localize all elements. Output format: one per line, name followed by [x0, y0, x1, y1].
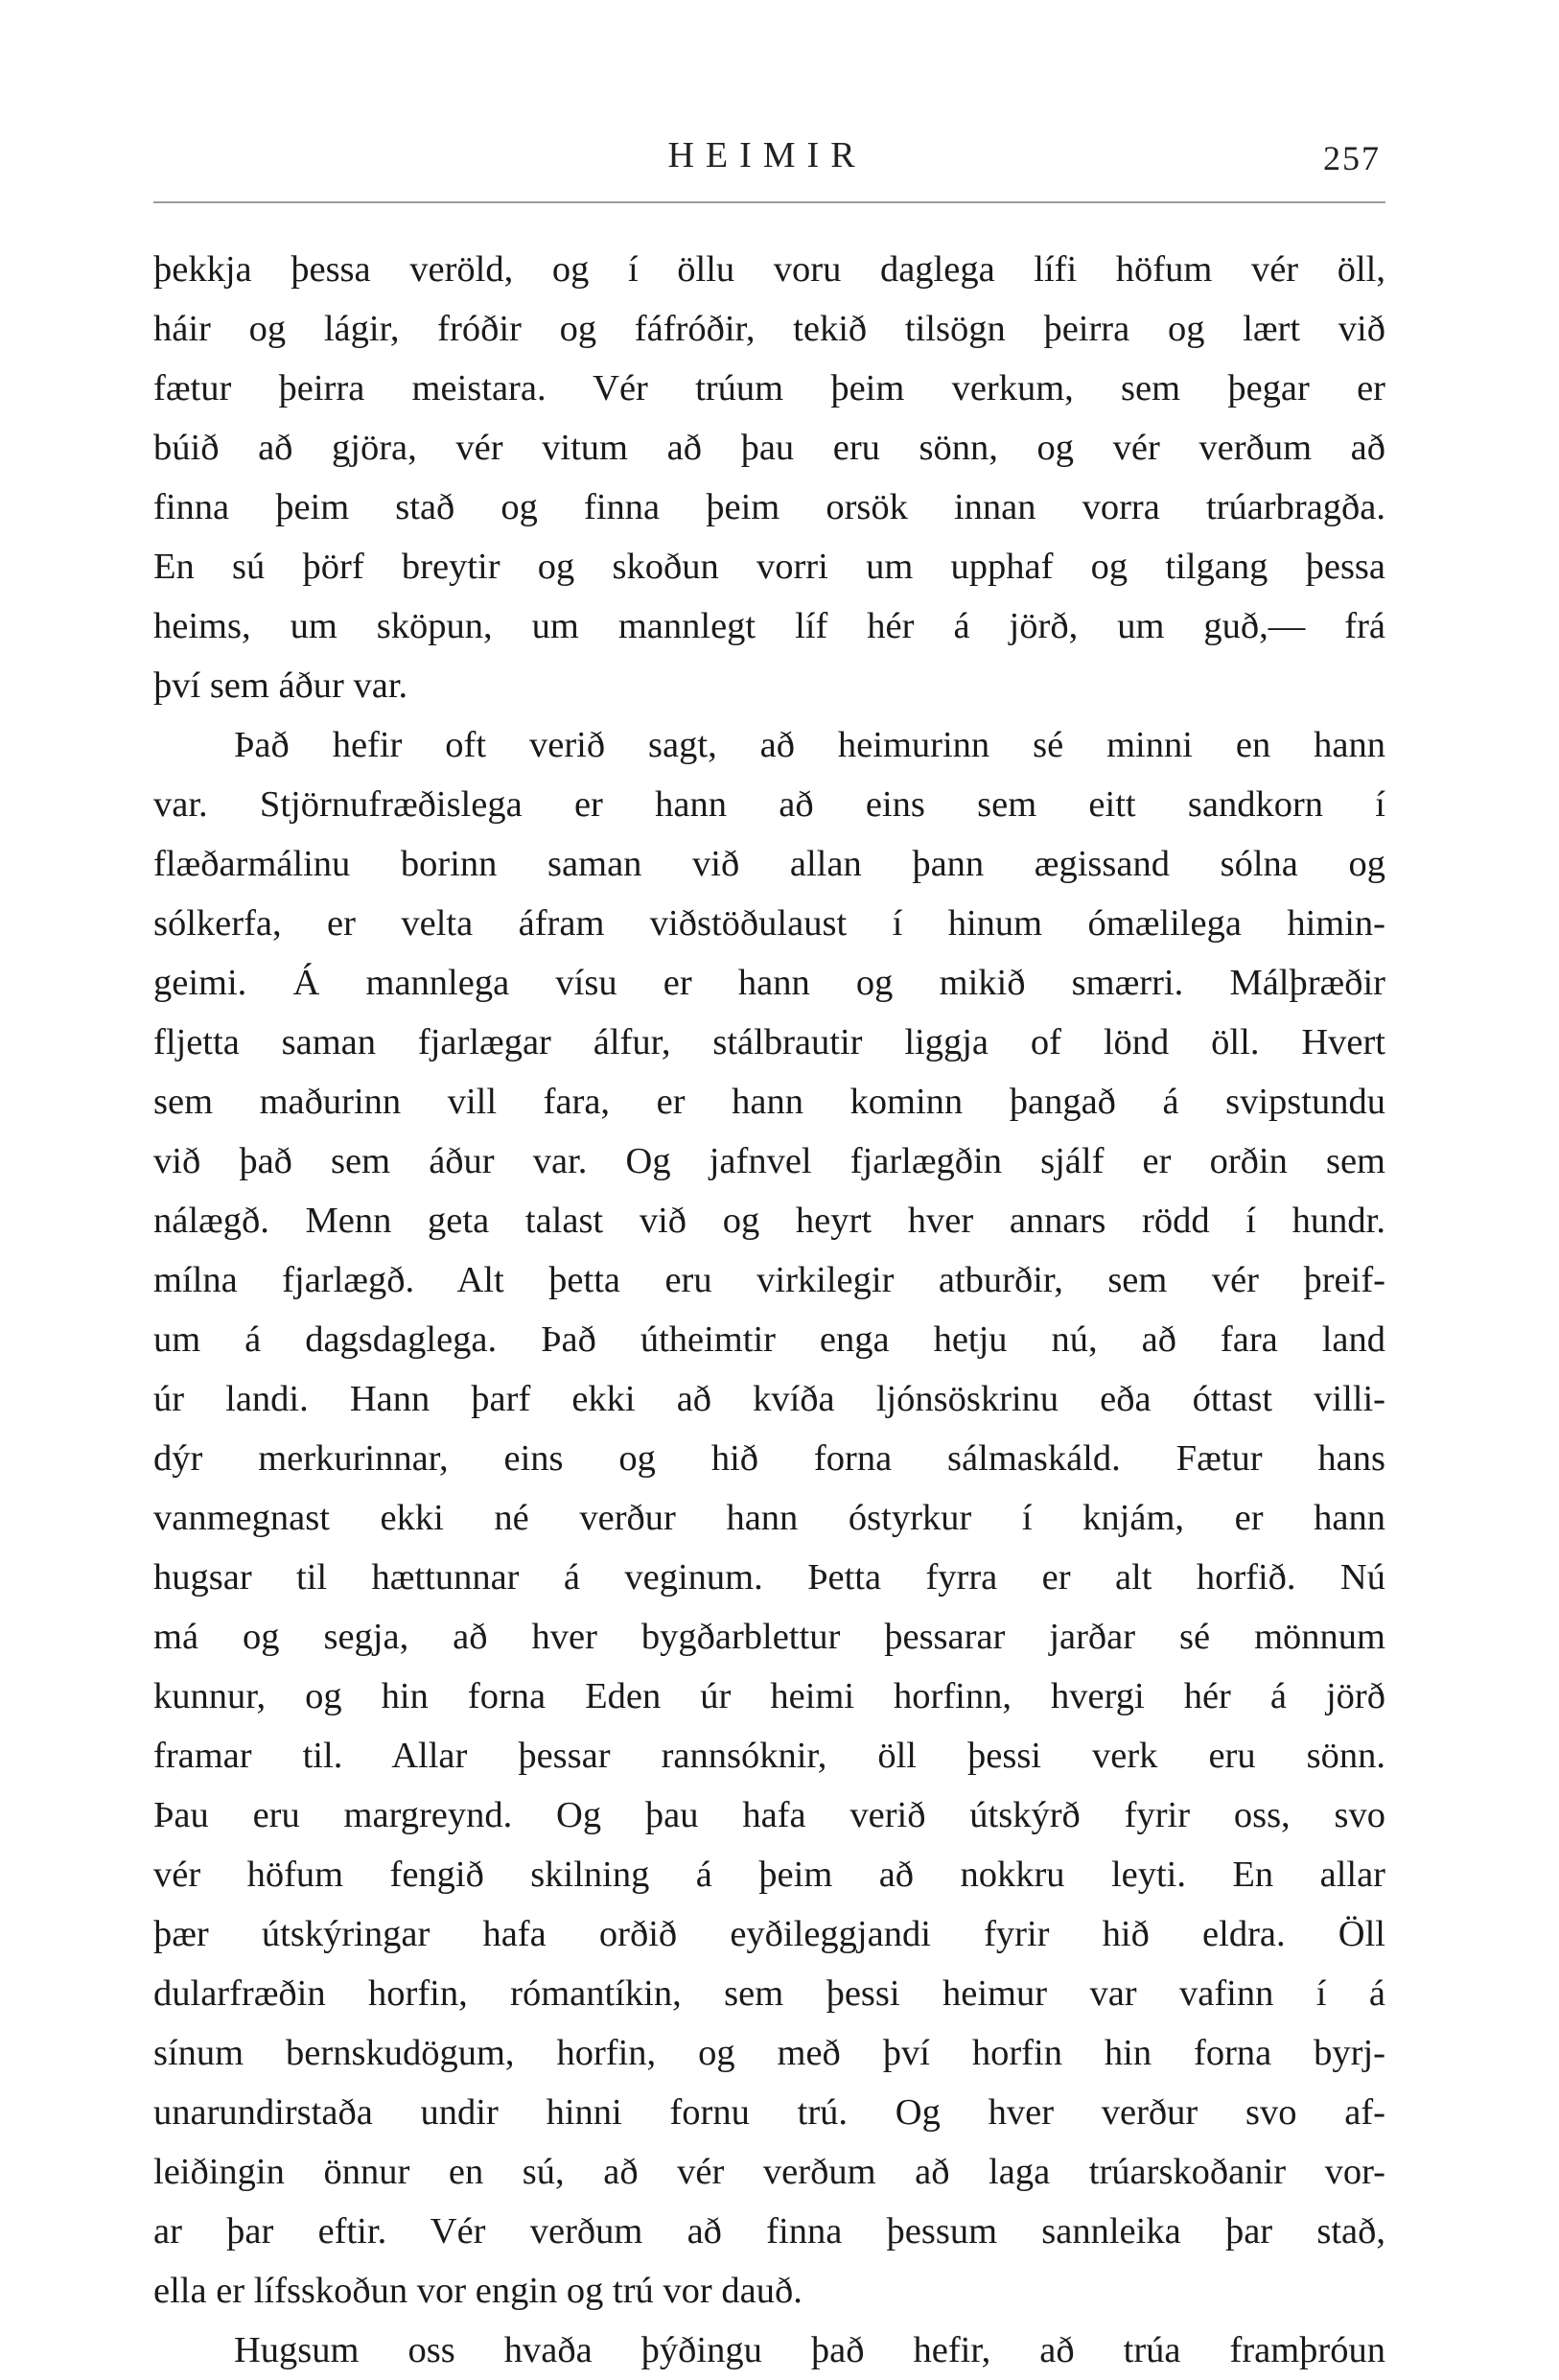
text-line: fljetta saman fjarlægar álfur, stálbrautir liggja of lönd öll. Hvert	[153, 1022, 1385, 1062]
text-line: má og segja, að hver bygðarblettur þessarar jarðar sé mönnum	[153, 1617, 1385, 1657]
text-line: flæðarmálinu borinn saman við allan þann ægissand sólna og	[153, 844, 1385, 884]
text-line: sem maðurinn vill fara, er hann kominn þangað á svipstundu	[153, 1082, 1385, 1122]
text-line: þær útskýringar hafa orðið eyðileggjandi fyrir hið eldra. Öll	[153, 1914, 1385, 1954]
text-line: sínum bernskudögum, horfin, og með því horfin hin forna byrj-	[153, 2033, 1385, 2073]
text-line: við það sem áður var. Og jafnvel fjarlægðin sjálf er orðin sem	[153, 1141, 1385, 1181]
text-line: búið að gjöra, vér vitum að þau eru sönn, og vér verðum að	[153, 428, 1385, 468]
text-line: sólkerfa, er velta áfram viðstöðulaust í hinum ómælilega himin-	[153, 903, 1385, 944]
text-line: framar til. Allar þessar rannsóknir, öll þessi verk eru sönn.	[153, 1736, 1385, 1776]
text-line: um á dagsdaglega. Það útheimtir enga hetju nú, að fara land	[153, 1319, 1385, 1360]
text-line: háir og lágir, fróðir og fáfróðir, tekið tilsögn þeirra og lært við	[153, 309, 1385, 349]
text-line: leiðingin önnur en sú, að vér verðum að laga trúarskoðanir vor-	[153, 2152, 1385, 2192]
text-line: finna þeim stað og finna þeim orsök innan vorra trúarbragða.	[153, 487, 1385, 527]
text-line: kunnur, og hin forna Eden úr heimi horfinn, hvergi hér á jörð	[153, 1676, 1385, 1716]
running-head	[153, 134, 1381, 192]
header-rule	[153, 201, 1385, 203]
text-line: nálægð. Menn geta talast við og heyrt hver annars rödd í hundr.	[153, 1201, 1385, 1241]
text-line: Þau eru margreynd. Og þau hafa verið útskýrð fyrir oss, svo	[153, 1795, 1385, 1835]
text-line: vanmegnast ekki né verður hann óstyrkur í knjám, er hann	[153, 1498, 1385, 1538]
running-title: HEIMIR	[667, 135, 867, 175]
text-line: vér höfum fengið skilning á þeim að nokkru leyti. En allar	[153, 1855, 1385, 1895]
text-line: unarundirstaða undir hinni fornu trú. Og hver verður svo af-	[153, 2092, 1385, 2133]
body-text	[153, 240, 1385, 2380]
text-line: Það hefir oft verið sagt, að heimurinn sé minni en hann	[234, 725, 1385, 765]
text-line: ar þar eftir. Vér verðum að finna þessum sannleika þar stað,	[153, 2211, 1385, 2252]
text-line: ella er lífsskoðun vor engin og trú vor dauð.	[153, 2271, 803, 2311]
text-line: dýr merkurinnar, eins og hið forna sálmaskáld. Fætur hans	[153, 1438, 1385, 1479]
text-line: úr landi. Hann þarf ekki að kvíða ljónsöskrinu eða óttast villi-	[153, 1379, 1385, 1419]
text-line: því sem áður var.	[153, 665, 408, 706]
text-line: mílna fjarlægð. Alt þetta eru virkilegir atburðir, sem vér þreif-	[153, 1260, 1385, 1300]
text-line: geimi. Á mannlega vísu er hann og mikið smærri. Málþræðir	[153, 963, 1385, 1003]
text-line: fætur þeirra meistara. Vér trúum þeim verkum, sem þegar er	[153, 368, 1385, 408]
page-number: 257	[1323, 139, 1381, 177]
text-line: þekkja þessa veröld, og í öllu voru daglega lífi höfum vér öll,	[153, 249, 1385, 290]
text-line: var. Stjörnufræðislega er hann að eins sem eitt sandkorn í	[153, 784, 1385, 825]
text-line: dularfræðin horfin, rómantíkin, sem þessi heimur var vafinn í á	[153, 1973, 1385, 2014]
text-line: En sú þörf breytir og skoðun vorri um upphaf og tilgang þessa	[153, 547, 1385, 587]
text-line: heims, um sköpun, um mannlegt líf hér á jörð, um guð,— frá	[153, 606, 1385, 646]
text-line: Hugsum oss hvaða þýðingu það hefir, að trúa framþróun	[234, 2330, 1385, 2370]
text-line: hugsar til hættunnar á veginum. Þetta fyrra er alt horfið. Nú	[153, 1557, 1385, 1598]
